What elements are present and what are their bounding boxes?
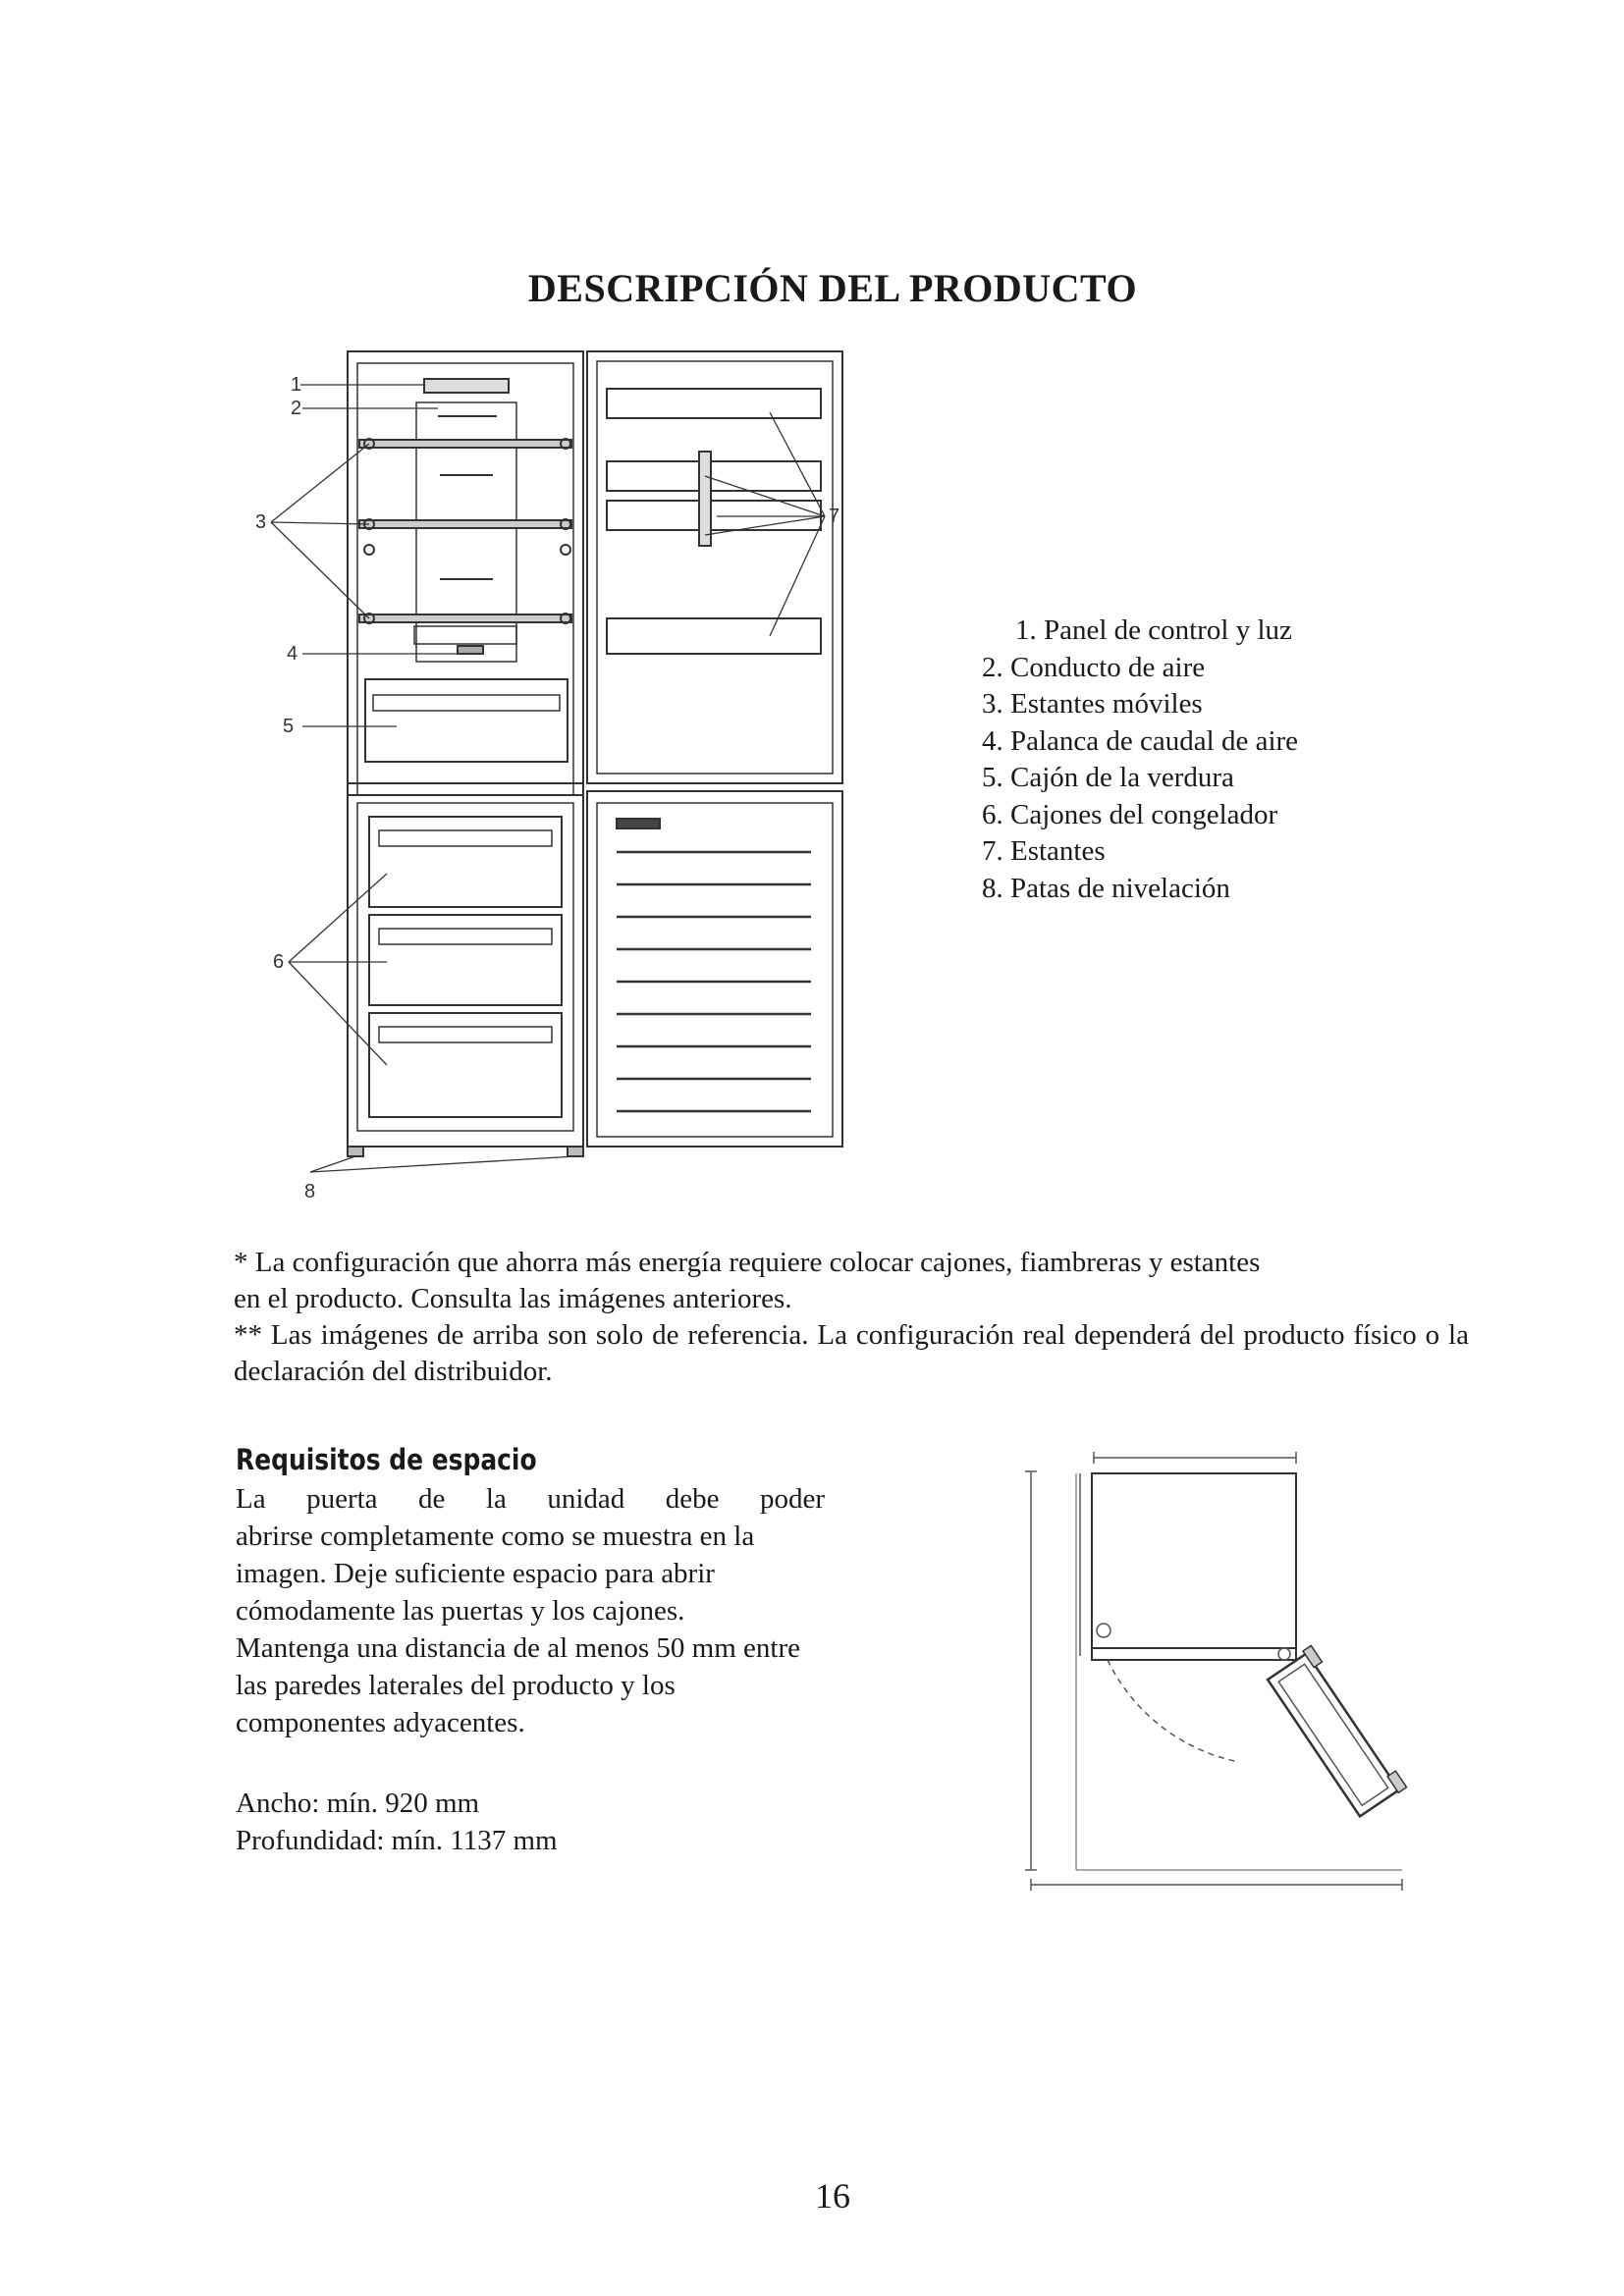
note-energy-line2: en el producto. Consulta las imágenes anteriores. xyxy=(234,1283,792,1314)
space-line: componentes adyacentes. xyxy=(236,1707,525,1738)
cabinet-top-view xyxy=(1092,1473,1296,1648)
legend-item: 1. Panel de control y luz xyxy=(1015,614,1292,646)
space-dimensions xyxy=(236,1785,558,1859)
min-depth: Profundidad: mín. 1137 mm xyxy=(236,1825,558,1856)
space-line: cómodamente las puertas y los cajones. xyxy=(236,1595,685,1627)
legend-item: 8. Patas de nivelación xyxy=(982,872,1230,904)
page-title: DESCRIPCIÓN DEL PRODUCTO xyxy=(527,266,1138,310)
door-shelf xyxy=(607,461,821,491)
callout-5: 5 xyxy=(283,716,295,737)
legend-item: 6. Cajones del congelador xyxy=(982,798,1278,830)
callout-1: 1 xyxy=(291,374,302,396)
space-line: Mantenga una distancia de al menos 50 mm entre xyxy=(236,1632,800,1664)
freezer-door xyxy=(587,791,842,1147)
air-flow-lever xyxy=(414,626,516,644)
notes xyxy=(234,1245,1469,1390)
note-reference: ** Las imágenes de arriba son solo de referencia. La configuración real dependerá del producto físico o la declaración del distribuidor. xyxy=(234,1319,1469,1387)
callout-2: 2 xyxy=(291,398,302,419)
open-door xyxy=(1268,1653,1399,1816)
door-shelf xyxy=(607,501,821,530)
min-width: Ancho: mín. 920 mm xyxy=(236,1788,480,1819)
callout-8: 8 xyxy=(304,1181,316,1202)
leveling-foot xyxy=(348,1147,363,1156)
space-requirements-text xyxy=(236,1480,884,1741)
control-panel xyxy=(424,379,509,393)
legend-item: 7. Estantes xyxy=(982,835,1106,867)
space-line: las paredes laterales del producto y los xyxy=(236,1670,676,1701)
parts-legend xyxy=(982,613,1298,907)
page-number: 16 xyxy=(815,2176,850,2216)
freezer-drawer xyxy=(369,1013,562,1117)
callout-6: 6 xyxy=(273,951,285,973)
space-line: La puerta de la unidad debe poder xyxy=(236,1483,825,1515)
crisper-drawer xyxy=(365,679,568,762)
door-shelf xyxy=(607,389,821,418)
space-requirements-heading: Requisitos de espacio xyxy=(236,1443,537,1476)
shelf xyxy=(359,614,571,622)
legend-item: 4. Palanca de caudal de aire xyxy=(982,724,1299,757)
refrigerator-diagram xyxy=(232,334,919,1237)
fridge-door xyxy=(587,351,842,783)
shelf xyxy=(359,440,571,448)
legend-item: 5. Cajón de la verdura xyxy=(982,762,1234,793)
note-energy-line1: * La configuración que ahorra más energía requiere colocar cajones, fiambreras y estantes xyxy=(234,1247,1261,1278)
legend-item: 3. Estantes móviles xyxy=(982,688,1203,720)
callout-7: 7 xyxy=(829,506,840,527)
space-line: imagen. Deje suficiente espacio para abrir xyxy=(236,1558,715,1589)
door-clearance-plan xyxy=(1011,1438,1434,1899)
leveling-foot xyxy=(568,1147,583,1156)
callout-3: 3 xyxy=(255,511,267,533)
space-line: abrirse completamente como se muestra en la xyxy=(236,1521,755,1552)
shelf xyxy=(359,520,571,528)
legend-item: 2. Conducto de aire xyxy=(982,651,1206,683)
door-shelf xyxy=(607,618,821,654)
callout-4: 4 xyxy=(287,643,298,665)
